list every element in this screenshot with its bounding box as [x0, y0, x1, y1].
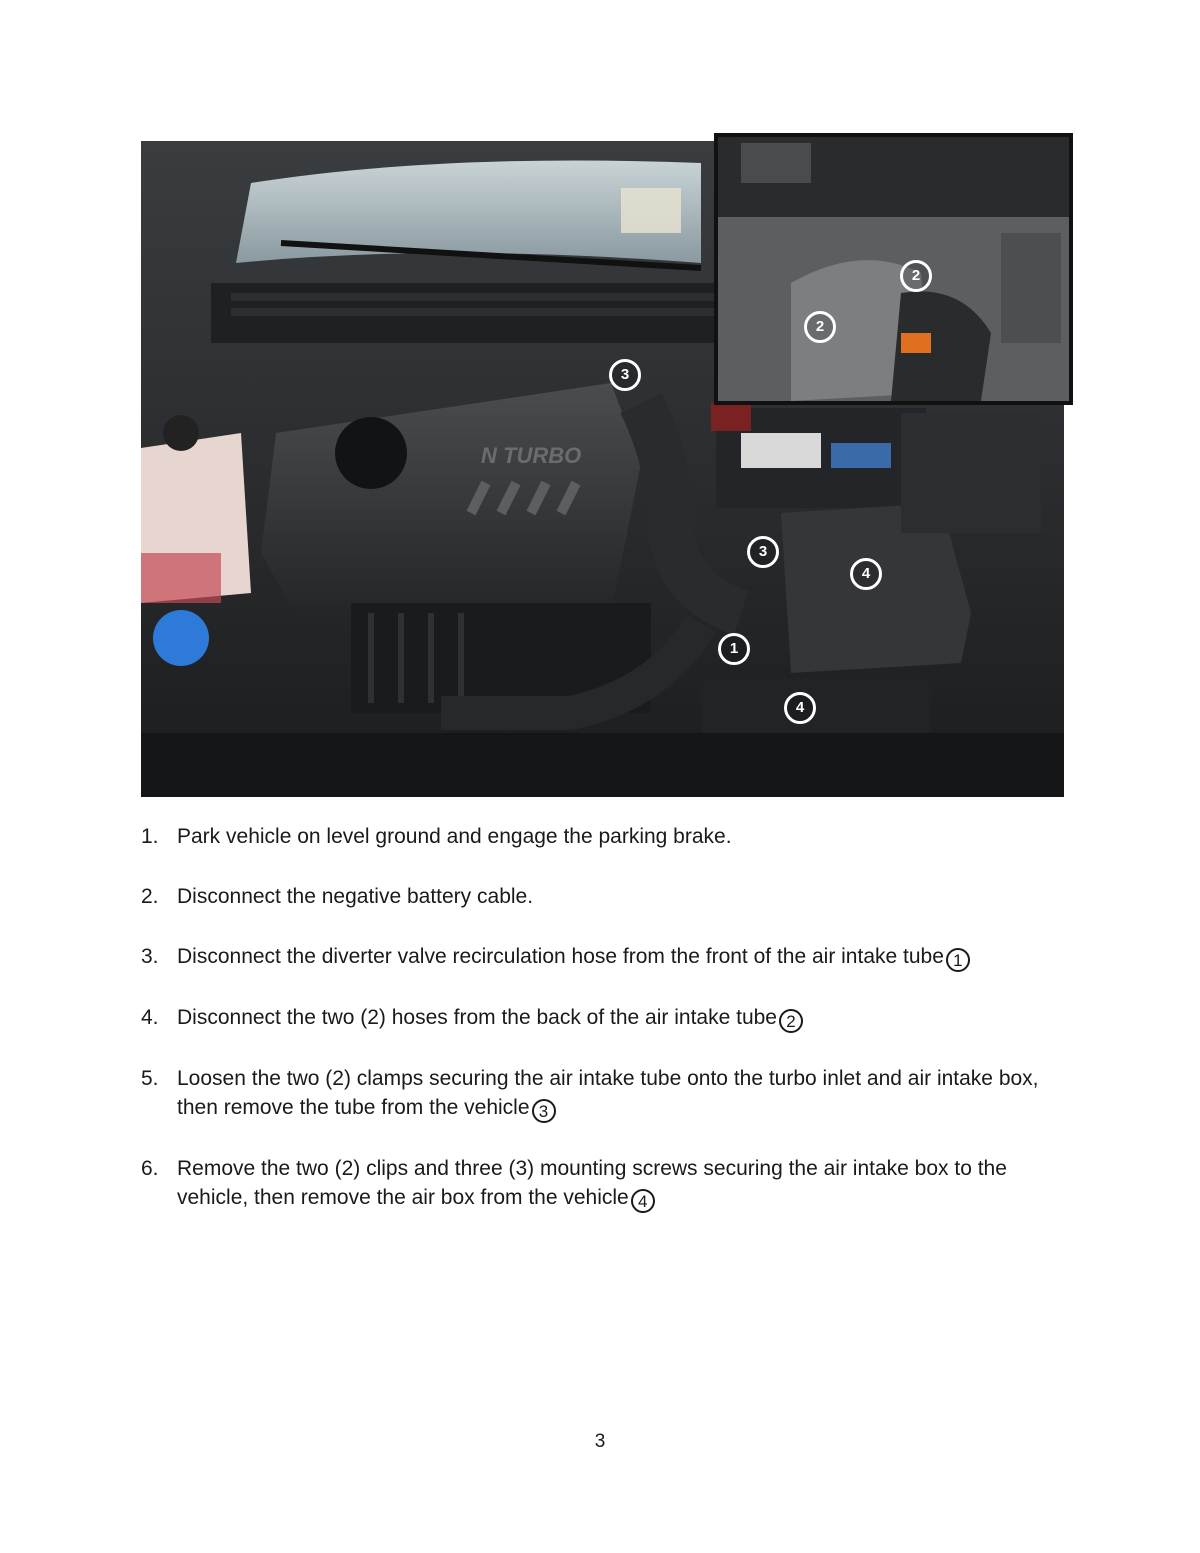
- step-callout-marker: 4: [631, 1189, 655, 1213]
- step-text: Disconnect the negative battery cable.: [177, 885, 534, 908]
- inset-marker-2-left: 2: [804, 311, 836, 343]
- step-callout-marker: 2: [779, 1009, 803, 1033]
- step-item: [141, 1003, 1061, 1033]
- step-number: 1.: [141, 825, 159, 848]
- step-number: 2.: [141, 885, 159, 908]
- step-item: [141, 882, 1061, 911]
- step-number: 5.: [141, 1067, 159, 1090]
- step-text: Park vehicle on level ground and engage the parking brake.: [177, 825, 732, 848]
- engine-bay-photo: [141, 133, 1073, 797]
- instruction-steps: [141, 822, 1061, 1244]
- step-number: 6.: [141, 1157, 159, 1180]
- step-callout-marker: 3: [532, 1099, 556, 1123]
- step-text: Disconnect the diverter valve recirculation hose from the front of the air intake tube: [177, 945, 944, 968]
- page-number: 3: [594, 1431, 606, 1452]
- step-text: Loosen the two (2) clamps securing the air intake tube onto the turbo inlet and air intake box, then remove the tube from the vehicle: [177, 1067, 1039, 1119]
- inset-marker-2-top: 2: [900, 260, 932, 292]
- step-number: 3.: [141, 945, 159, 968]
- step-text: Disconnect the two (2) hoses from the back of the air intake tube: [177, 1006, 777, 1029]
- photo-marker-4-lower: 4: [784, 692, 816, 724]
- photo-marker-4-airbox: 4: [850, 558, 882, 590]
- step-text: Remove the two (2) clips and three (3) mounting screws securing the air intake box to the vehicle, then remove the air box from the vehicle: [177, 1157, 1007, 1209]
- step-number: 4.: [141, 1006, 159, 1029]
- step-callout-marker: 1: [946, 948, 970, 972]
- cover-logo-text: N TURBO: [481, 443, 582, 468]
- step-item: [141, 1154, 1061, 1213]
- step-item: [141, 1064, 1061, 1123]
- step-item: [141, 822, 1061, 851]
- photo-marker-3-top: 3: [609, 359, 641, 391]
- photo-marker-3-tube: 3: [747, 536, 779, 568]
- step-item: [141, 942, 1061, 972]
- photo-marker-1: 1: [718, 633, 750, 665]
- engine-bay-illustration: [141, 133, 1073, 797]
